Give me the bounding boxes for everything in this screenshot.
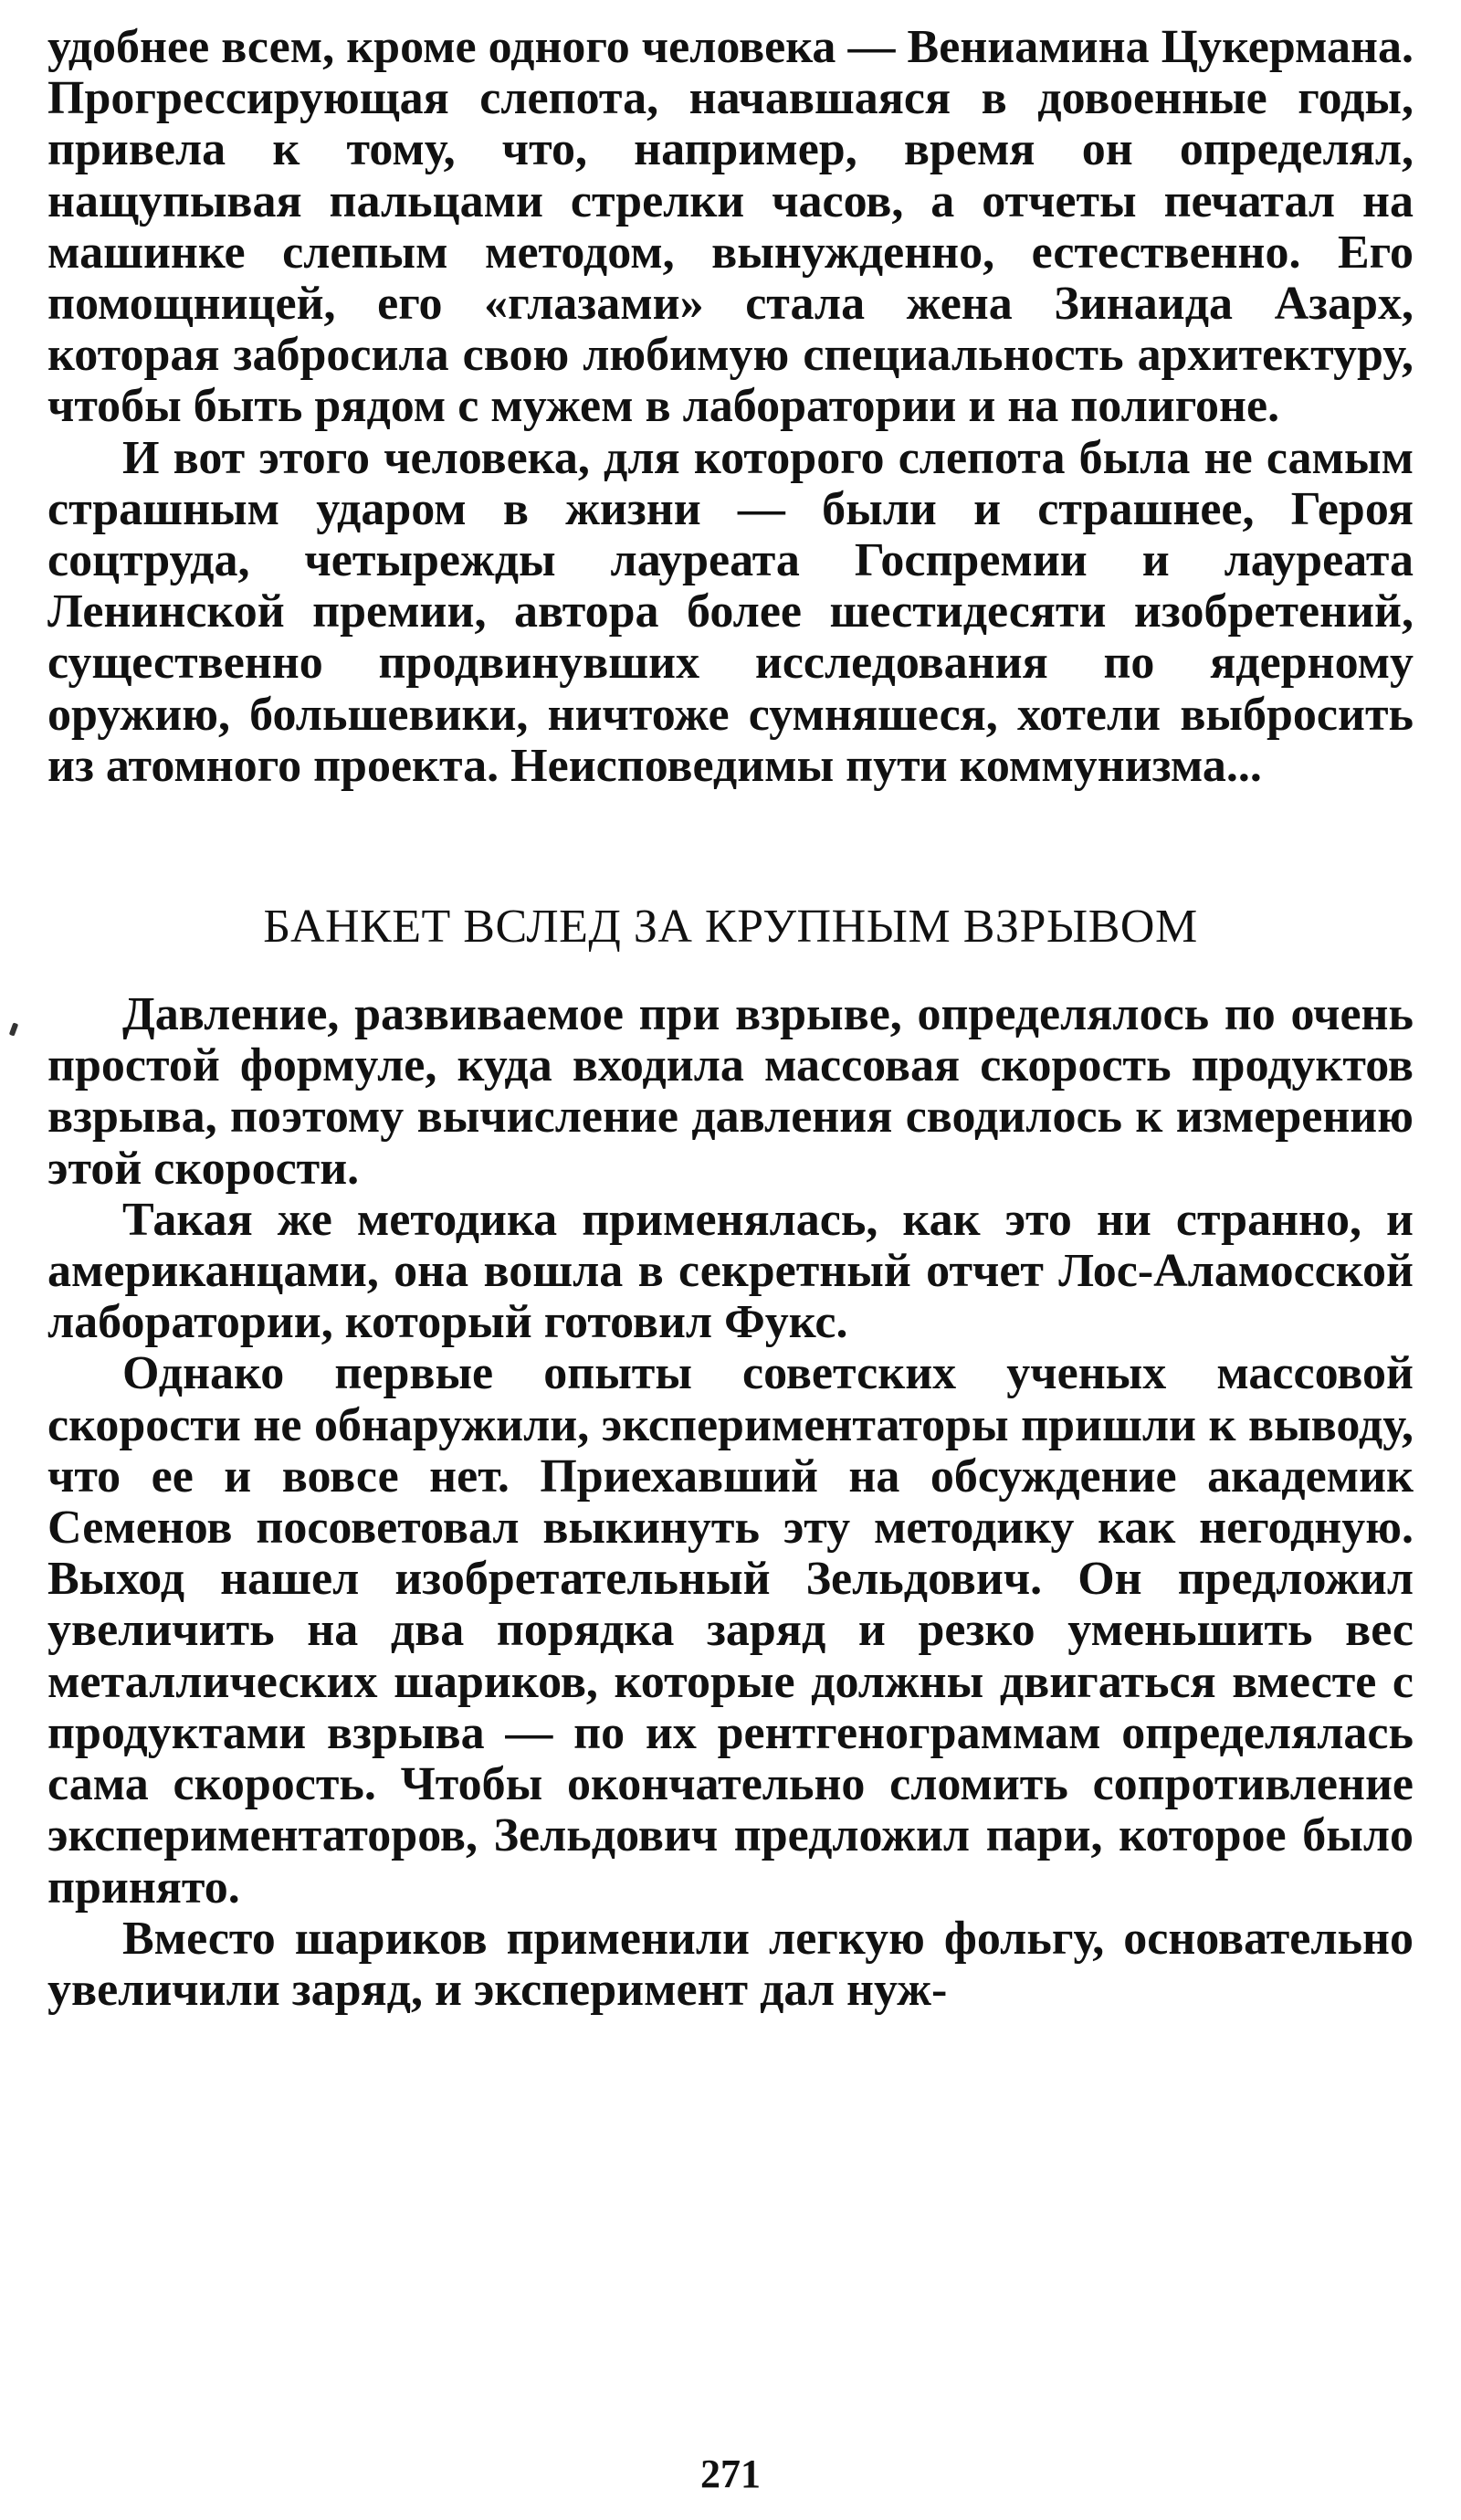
heading-spacer [47, 954, 1414, 989]
paragraph-continuation: удобнее всем, кроме одного человека — Вениамина Цукермана. Прогрессирующая слепота, начавшаяся в довоенные годы, привела к тому, что, например, время он определял, нащупывая пальцами стрелки часов, а отчеты печатал на машинке слепым методом, вынужденно, естественно. Его помощницей, его «глазами» стала жена Зинаида Азарх, которая забросила свою любимую специальность архитектуру, чтобы быть рядом с мужем в лаборатории и на полигоне. [47, 21, 1414, 433]
stray-ink-mark [9, 1022, 18, 1036]
paragraph-zuckerman: И вот этого человека, для которого слепота была не самым страшным ударом в жизни — были и страшнее, Героя соцтруда, четырежды лауреата Госпремии и лауреата Ленинской премии, автора более шестидесяти изобретений, существенно продвинувших исследования по ядерному оружию, большевики, ничтоже сумняшеся, хотели выбросить из атомного проекта. Неисповедимы пути коммунизма... [47, 431, 1414, 792]
section-spacer [47, 792, 1414, 900]
page-number: 271 [700, 2451, 761, 2496]
paragraph-americans: Такая же методика применялась, как это ни странно, и американцами, она вошла в секретный отчет Лос-Аламосской лаборатории, который готовил Фукс. [47, 1193, 1414, 1349]
section-heading: БАНКЕТ ВСЛЕД ЗА КРУПНЫМ ВЗРЫВОМ [263, 901, 1198, 954]
paragraph-pressure: Давление, развиваемое при взрыве, определялось по очень простой формуле, куда входила массовая скорость продуктов взрыва, поэтому вычисление давления сводилось к измерению этой скорости. [47, 988, 1414, 1195]
paragraph-foil: Вместо шариков применили легкую фольгу, основательно увеличили заряд, и эксперимент дал нуж- [47, 1912, 1414, 2016]
paragraph-first-experiments: Однако первые опыты советских ученых массовой скорости не обнаружили, экспериментаторы пришли к выводу, что ее и вовсе нет. Приехавший на обсуждение академик Семенов посоветовал выкинуть эту методику как негодную. Выход нашел изобретательный Зельдович. Он предложил увеличить на два порядка заряд и резко уменьшить вес металлических шариков, которые должны двигаться вместе с продуктами взрыва — по их рентгенограммам определялась сама скорость. Чтобы окончательно сломить сопротивление экспериментаторов, Зельдович предложил пари, которое было принято. [47, 1347, 1414, 1914]
book-page [47, 22, 1414, 2497]
